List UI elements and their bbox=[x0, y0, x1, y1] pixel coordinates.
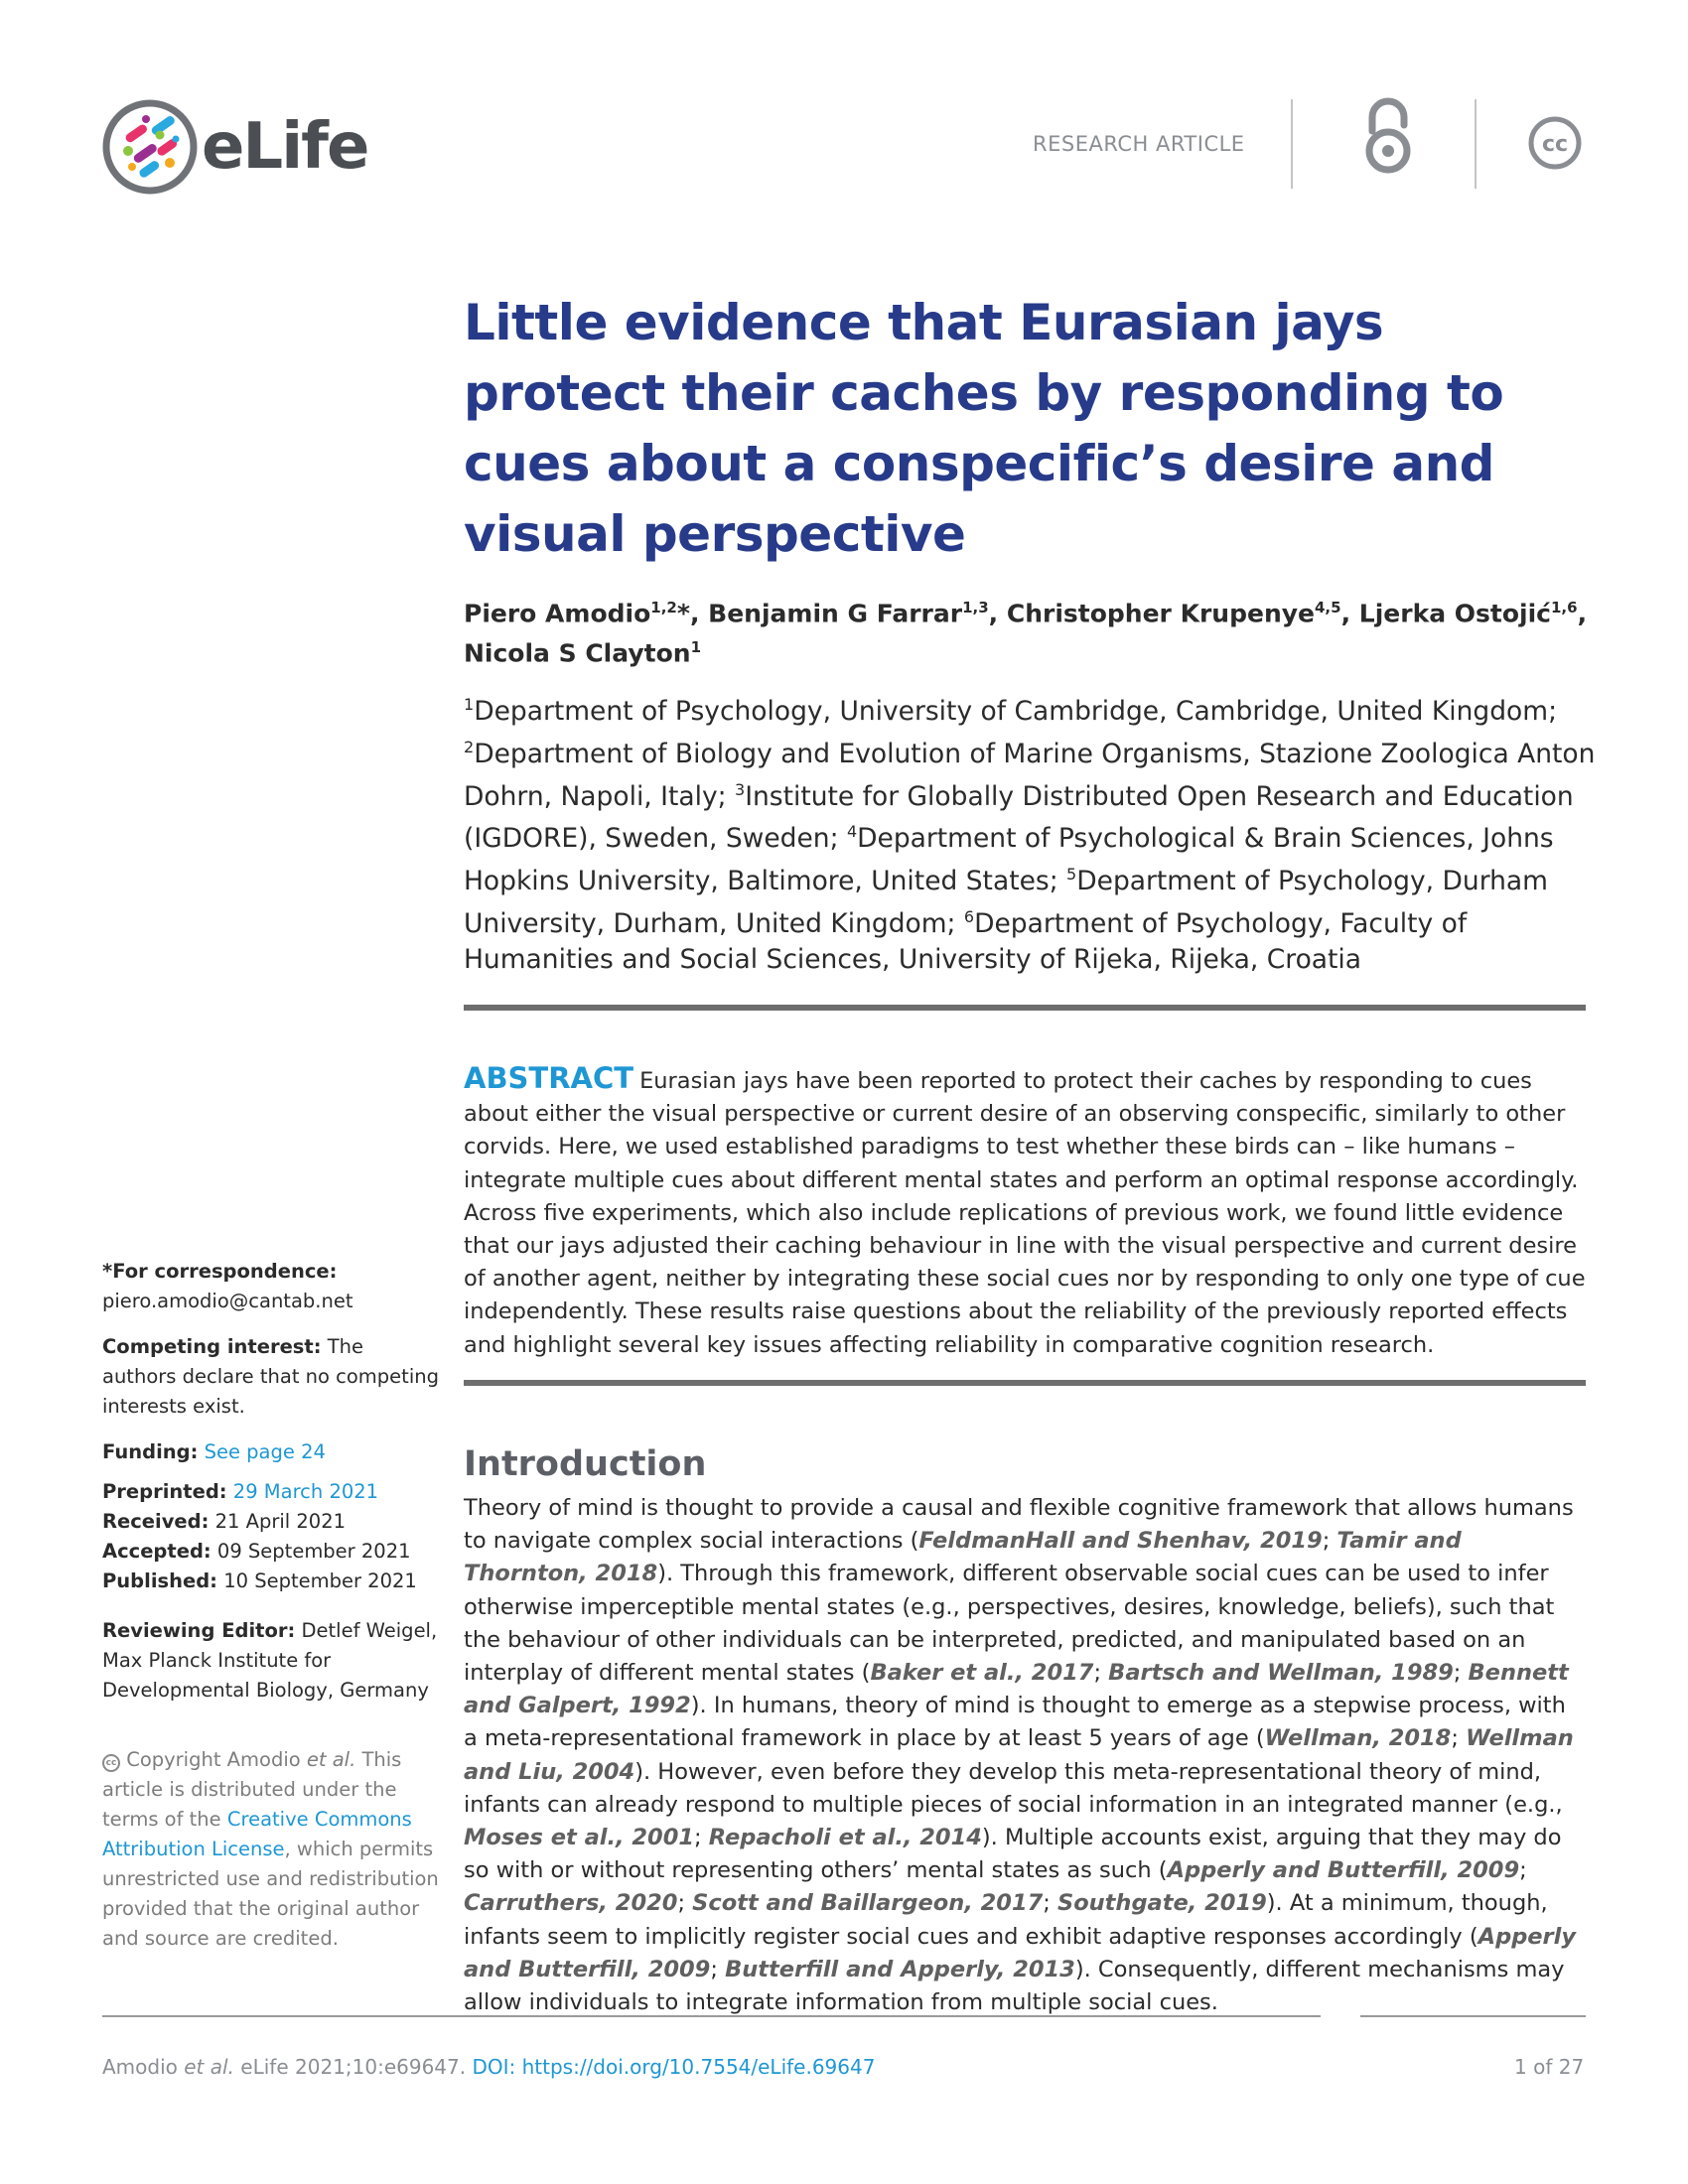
reviewing-editor-block bbox=[102, 1616, 440, 1706]
elife-logo[interactable] bbox=[102, 99, 390, 195]
competing-interest-block bbox=[102, 1332, 440, 1422]
author-affiliation-number: 1,6 bbox=[1550, 599, 1578, 616]
affiliation-text: Department of Psychology, Faculty of Humanities and Social Sciences, University of Rijeka, Rijeka, Croatia bbox=[464, 907, 1468, 975]
creative-commons-icon[interactable] bbox=[1527, 115, 1583, 171]
citation-link[interactable]: Tamir and Thornton, 2018 bbox=[464, 1528, 1462, 1587]
date-row bbox=[102, 1537, 440, 1567]
creative-commons-small-icon: cc bbox=[102, 1754, 120, 1772]
date-label: Received: bbox=[102, 1510, 210, 1533]
header-divider bbox=[1475, 99, 1477, 189]
citation-link[interactable]: Baker et al., 2017 bbox=[870, 1660, 1094, 1687]
affiliation-text: Institute for Globally Distributed Open Research and Education (IGDORE), Sweden, Sweden; bbox=[464, 780, 1574, 855]
section-rule bbox=[464, 1380, 1586, 1386]
section-rule bbox=[464, 1005, 1586, 1011]
date-label: Accepted: bbox=[102, 1540, 211, 1563]
citation-link[interactable]: Repacholi et al., 2014 bbox=[708, 1825, 982, 1851]
copyright-block bbox=[102, 1745, 440, 1954]
article-type-label: RESEARCH ARTICLE bbox=[1033, 132, 1245, 156]
article-title: Little evidence that Eurasian jays protect their caches by responding to cues about a conspecific’s desire and visual perspective bbox=[464, 294, 1504, 563]
affiliation-text: Department of Psychology, Durham University, Durham, United Kingdom; bbox=[464, 866, 1548, 939]
header-divider bbox=[1291, 99, 1293, 189]
introduction-text: Theory of mind is thought to provide a causal and flexible cognitive framework that allows humans to navigate complex social interactions (FeldmanHall and Shenhav, 2019; Tamir and Thornton, 2018). Through this framework, different observable social cues can be used to infer otherwise imperceptible mental states (e.g., perspectives, desires, knowledge, beliefs), such that the behaviour of other individuals can be interpreted, predicted, and manipulated based on an interplay of different mental states (Baker et al., 2017; Bartsch and Wellman, 1989; Bennett and Galpert, 1992). In humans, theory of mind is thought to emerge as a stepwise process, with a meta-representational framework in place by at least 5 years of age (Wellman, 2018; Wellman and Liu, 2004). However, even before they develop this meta-representational theory of mind, infants can already respond to multiple pieces of social information in an integrated manner (e.g., Moses et al., 2001; Repacholi et al., 2014). Multiple accounts exist, arguing that they may do so with or without representing others’ mental states as such (Apperly and Butterfill, 2009; Carruthers, 2020; Scott and Baillargeon, 2017; Southgate, 2019). At a minimum, though, infants seem to implicitly register social cues and exhibit adaptive responses accordingly (Apperly and Butterfill, 2009; Butterfill and Apperly, 2013). Consequently, different mechanisms may allow individuals to integrate information from multiple social cues. bbox=[464, 1495, 1577, 2016]
dates-block bbox=[102, 1477, 440, 1596]
citation-link[interactable]: Apperly and Butterfill, 2009 bbox=[1167, 1857, 1520, 1884]
copyright-etal: et al. bbox=[306, 1748, 356, 1771]
funding-link[interactable]: See page 24 bbox=[204, 1440, 326, 1463]
citation-link[interactable]: Southgate, 2019 bbox=[1057, 1890, 1267, 1917]
author-list: Piero Amodio$^{1,2}$*, Benjamin G Farrar$^{1,3}$, Christopher Krupenye$^{4,5}$, Ljerka Ostojić$^{1,6}$, Nicola S Clayton$^1$ bbox=[464, 599, 1588, 668]
citation-link[interactable]: Wellman and Liu, 2004 bbox=[464, 1725, 1574, 1785]
copyright-text: , which permits unrestricted use and redistribution provided that the original author and source are credited. bbox=[102, 1838, 439, 1950]
footer-citation-text: eLife 2021;10:e69647. bbox=[233, 2055, 473, 2079]
author-name: Nicola S Clayton bbox=[464, 638, 691, 668]
citation-link[interactable]: Scott and Baillargeon, 2017 bbox=[692, 1890, 1044, 1917]
competing-interest-label: Competing interest: bbox=[102, 1335, 322, 1358]
citation-link[interactable]: FeldmanHall and Shenhav, 2019 bbox=[918, 1528, 1323, 1555]
copyright-text: This article is distributed under the terms of the bbox=[102, 1748, 402, 1831]
abstract-text: Eurasian jays have been reported to protect their caches by responding to cues about either the visual perspective or current desire of an observing conspecific, similarly to other corvids. Here, we used established paradigms to test whether these birds can – like humans – integrate multiple cues about different mental states and perform an optimal response accordingly. Across five experiments, which also include replications of previous work, we found little evidence that our jays adjusted their caching behaviour in line with the visual perspective and current desire of another agent, neither by integrating these social cues nor by responding to only one type of cue independently. These results raise questions about the reliability of the previously reported effects and highlight several key issues affecting reliability in comparative cognition research. bbox=[464, 1068, 1586, 1358]
doi-link[interactable]: DOI: https://doi.org/10.7554/eLife.69647 bbox=[472, 2055, 876, 2079]
date-value[interactable]: 29 March 2021 bbox=[232, 1480, 379, 1503]
citation-link[interactable]: Wellman, 2018 bbox=[1264, 1725, 1452, 1752]
author-affiliation-number: 4,5 bbox=[1315, 599, 1341, 616]
affiliation-text: Department of Psychology, University of Cambridge, Cambridge, United Kingdom; bbox=[474, 695, 1557, 727]
citation-link[interactable]: Carruthers, 2020 bbox=[464, 1890, 678, 1917]
introduction-heading: Introduction bbox=[464, 1444, 707, 1484]
affiliation-number: 1 bbox=[464, 695, 475, 714]
correspondence-block bbox=[102, 1257, 440, 1316]
correspondence-mark: * bbox=[676, 599, 690, 628]
abstract bbox=[464, 1062, 1586, 1362]
author-name: Christopher Krupenye bbox=[1006, 599, 1315, 628]
footer-rule bbox=[1360, 2015, 1586, 2017]
footer-rule bbox=[102, 2015, 1321, 2017]
author-affiliation-number: 1 bbox=[690, 638, 702, 657]
affiliation-number: 5 bbox=[1066, 865, 1077, 885]
competing-interest-text: The authors declare that no competing interests exist. bbox=[102, 1335, 439, 1418]
footer-citation-etal: et al. bbox=[184, 2055, 234, 2079]
creative-commons-license-link[interactable]: Creative Commons Attribution License bbox=[102, 1808, 412, 1860]
date-row bbox=[102, 1567, 440, 1596]
citation-link[interactable]: Moses et al., 2001 bbox=[464, 1825, 695, 1851]
open-access-icon[interactable] bbox=[1360, 91, 1416, 177]
page-number: 1 of 27 bbox=[1514, 2055, 1585, 2079]
footer-citation-text: Amodio bbox=[102, 2055, 185, 2079]
author-affiliation-number: 1,2 bbox=[650, 599, 677, 616]
date-value: 09 September 2021 bbox=[216, 1540, 411, 1563]
date-row bbox=[102, 1507, 440, 1537]
affiliation-number: 2 bbox=[464, 737, 475, 756]
elife-logo-text: eLife bbox=[202, 110, 368, 184]
author-name: Benjamin G Farrar bbox=[708, 599, 963, 628]
author-name: Ljerka Ostojić bbox=[1358, 599, 1551, 628]
funding-label: Funding: bbox=[102, 1440, 199, 1463]
affiliation-number: 6 bbox=[963, 907, 975, 927]
date-value: 10 September 2021 bbox=[223, 1570, 417, 1592]
abstract-heading: ABSTRACT bbox=[464, 1061, 634, 1095]
date-value: 21 April 2021 bbox=[214, 1510, 347, 1533]
footer-citation bbox=[102, 2055, 875, 2079]
date-label: Published: bbox=[102, 1570, 217, 1592]
author-affiliation-number: 1,3 bbox=[962, 599, 989, 616]
svg-text:cc: cc bbox=[1541, 132, 1569, 157]
reviewing-editor-text: Detlef Weigel, Max Planck Institute for Developmental Biology, Germany bbox=[102, 1619, 438, 1702]
elife-logo-mark-icon bbox=[102, 99, 198, 195]
citation-link[interactable]: Bartsch and Wellman, 1989 bbox=[1108, 1660, 1454, 1687]
correspondence-label: *For correspondence: bbox=[102, 1260, 338, 1283]
citation-link[interactable]: Bennett and Galpert, 1992 bbox=[464, 1660, 1569, 1719]
funding-block bbox=[102, 1437, 440, 1467]
affiliation-number: 3 bbox=[735, 779, 746, 799]
citation-link[interactable]: Butterfill and Apperly, 2013 bbox=[725, 1956, 1075, 1982]
affiliation-text: Department of Psychological & Brain Sciences, Johns Hopkins University, Baltimore, United States; bbox=[464, 823, 1554, 897]
affiliation-text: Department of Biology and Evolution of Marine Organisms, Stazione Zoologica Anton Dohrn, Napoli, Italy; bbox=[464, 738, 1596, 812]
copyright-text: Copyright Amodio bbox=[126, 1748, 307, 1771]
affiliation-list bbox=[464, 687, 1596, 978]
date-row bbox=[102, 1477, 440, 1507]
correspondence-email[interactable]: piero.amodio@cantab.net bbox=[102, 1290, 353, 1312]
citation-link[interactable]: Apperly and Butterfill, 2009 bbox=[464, 1923, 1577, 1982]
date-label: Preprinted: bbox=[102, 1480, 227, 1503]
affiliation-number: 4 bbox=[846, 822, 858, 842]
author-name: Piero Amodio bbox=[464, 599, 651, 628]
reviewing-editor-label: Reviewing Editor: bbox=[102, 1619, 296, 1642]
